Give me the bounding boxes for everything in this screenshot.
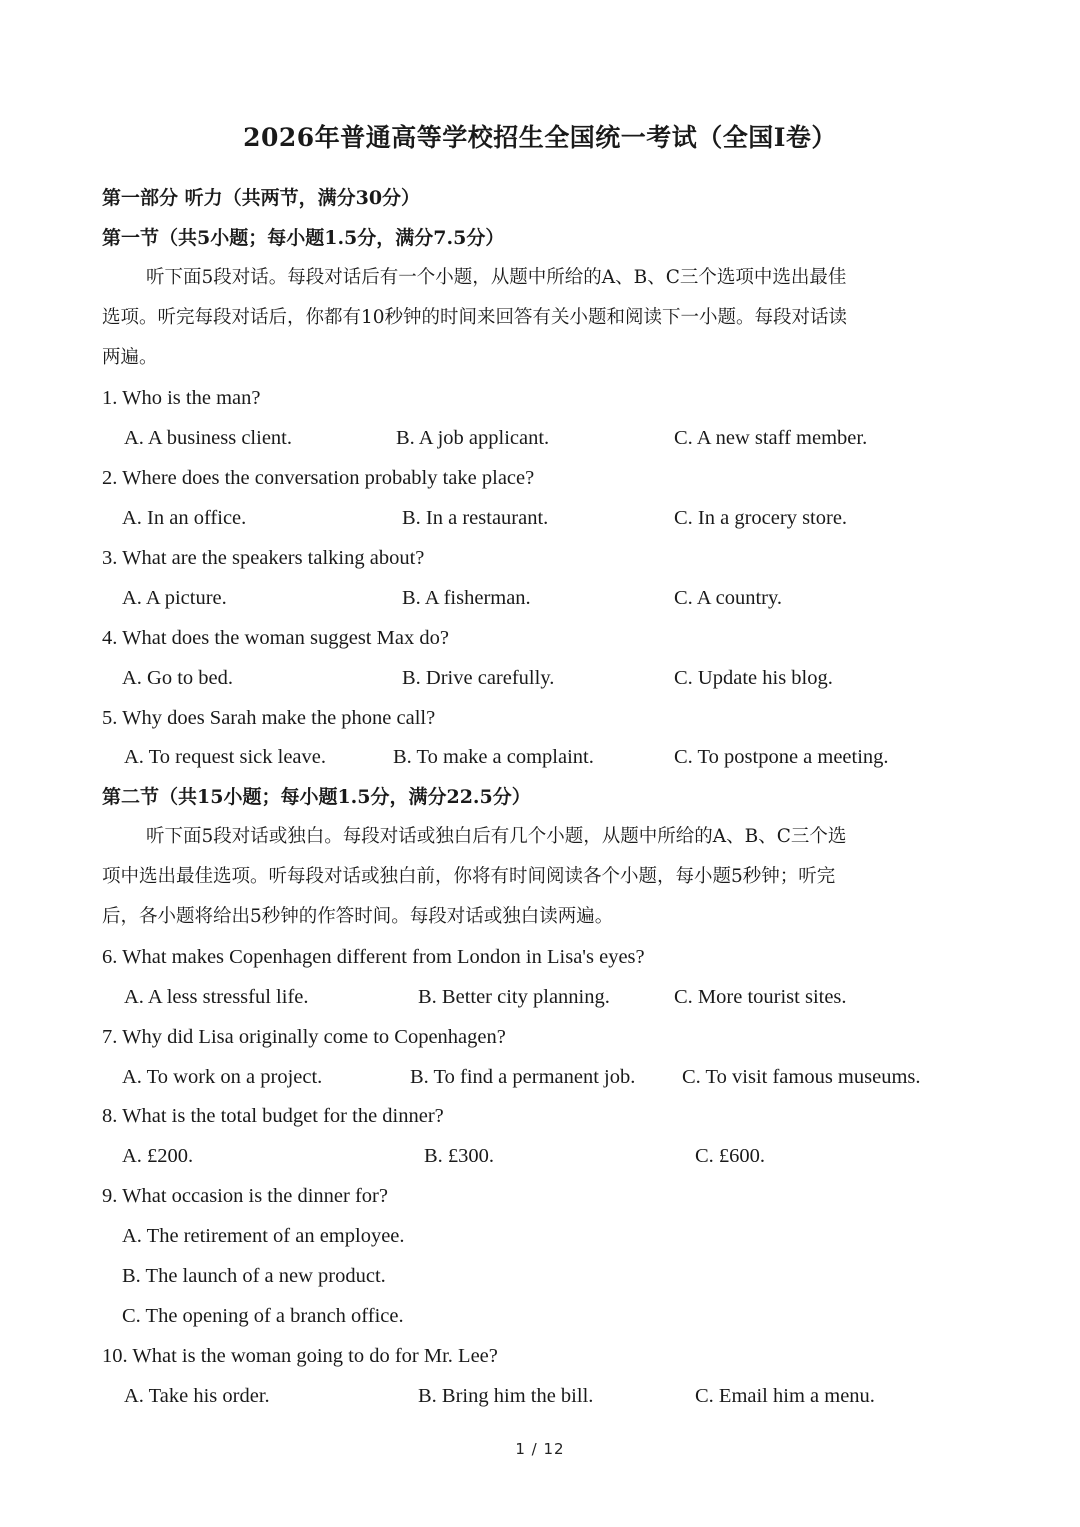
q8-option-a: A. £200.	[122, 1145, 194, 1167]
q8-option-c: C. £600.	[695, 1145, 766, 1167]
section1-instruction-line: 选项。听完每段对话后，你都有10秒钟的时间来回答有关小题和阅读下一小题。每段对话读	[102, 307, 848, 328]
q2-option-c: C. In a grocery store.	[674, 507, 848, 529]
section2-instruction-line: 项中选出最佳选项。听每段对话或独白前，你将有时间阅读各个小题，每小题5秒钟；听完	[102, 866, 836, 887]
q2-option-a: A. In an office.	[122, 507, 247, 529]
q1-option-b: B. A job applicant.	[396, 427, 550, 449]
q10-option-c: C. Email him a menu.	[695, 1385, 875, 1407]
q6-option-b: B. Better city planning.	[418, 986, 610, 1008]
question-1: 1. Who is the man?	[102, 387, 261, 409]
question-10: 10. What is the woman going to do for Mr. Lee?	[102, 1345, 498, 1367]
q1-option-a: A. A business client.	[124, 427, 292, 449]
question-3: 3. What are the speakers talking about?	[102, 547, 425, 569]
section1-instruction-line: 听下面5段对话。每段对话后有一个小题，从题中所给的A、B、C三个选项中选出最佳	[146, 267, 847, 288]
q5-option-c: C. To postpone a meeting.	[674, 746, 889, 768]
section2-heading: 第二节（共15小题；每小题1.5分，满分22.5分）	[102, 786, 531, 808]
q8-option-b: B. £300.	[424, 1145, 495, 1167]
q7-option-b: B. To find a permanent job.	[410, 1066, 636, 1088]
question-8: 8. What is the total budget for the dinner?	[102, 1105, 444, 1127]
q2-option-b: B. In a restaurant.	[402, 507, 549, 529]
q4-option-b: B. Drive carefully.	[402, 667, 555, 689]
section2-instruction-line: 听下面5段对话或独白。每段对话或独白后有几个小题，从题中所给的A、B、C三个选	[146, 826, 847, 847]
question-5: 5. Why does Sarah make the phone call?	[102, 707, 436, 729]
q6-option-c: C. More tourist sites.	[674, 986, 847, 1008]
q9-option-c: C. The opening of a branch office.	[122, 1305, 404, 1327]
question-4: 4. What does the woman suggest Max do?	[102, 627, 449, 649]
q10-option-b: B. Bring him the bill.	[418, 1385, 594, 1407]
q7-option-c: C. To visit famous museums.	[682, 1066, 921, 1088]
q7-option-a: A. To work on a project.	[122, 1066, 323, 1088]
section1-heading: 第一节（共5小题；每小题1.5分，满分7.5分）	[102, 227, 505, 249]
exam-title: 2026年普通高等学校招生全国统一考试（全国I卷）	[243, 123, 837, 152]
q5-option-b: B. To make a complaint.	[393, 746, 594, 768]
q5-option-a: A. To request sick leave.	[124, 746, 326, 768]
question-9: 9. What occasion is the dinner for?	[102, 1185, 388, 1207]
question-6: 6. What makes Copenhagen different from London in Lisa's eyes?	[102, 946, 645, 968]
question-7: 7. Why did Lisa originally come to Copenhagen?	[102, 1026, 506, 1048]
q9-option-a: A. The retirement of an employee.	[122, 1225, 405, 1247]
question-2: 2. Where does the conversation probably take place?	[102, 467, 535, 489]
section2-instruction-line: 后，各小题将给出5秒钟的作答时间。每段对话或独白读两遍。	[102, 906, 614, 927]
q1-option-c: C. A new staff member.	[674, 427, 868, 449]
q4-option-c: C. Update his blog.	[674, 667, 833, 689]
q10-option-a: A. Take his order.	[124, 1385, 270, 1407]
part1-heading: 第一部分 听力（共两节，满分30分）	[102, 187, 421, 209]
q3-option-a: A. A picture.	[122, 587, 227, 609]
q4-option-a: A. Go to bed.	[122, 667, 234, 689]
q6-option-a: A. A less stressful life.	[124, 986, 309, 1008]
q3-option-b: B. A fisherman.	[402, 587, 531, 609]
page-number: 1 / 12	[515, 1440, 565, 1458]
q3-option-c: C. A country.	[674, 587, 783, 609]
section1-instruction-line: 两遍。	[102, 347, 158, 368]
q9-option-b: B. The launch of a new product.	[122, 1265, 386, 1287]
